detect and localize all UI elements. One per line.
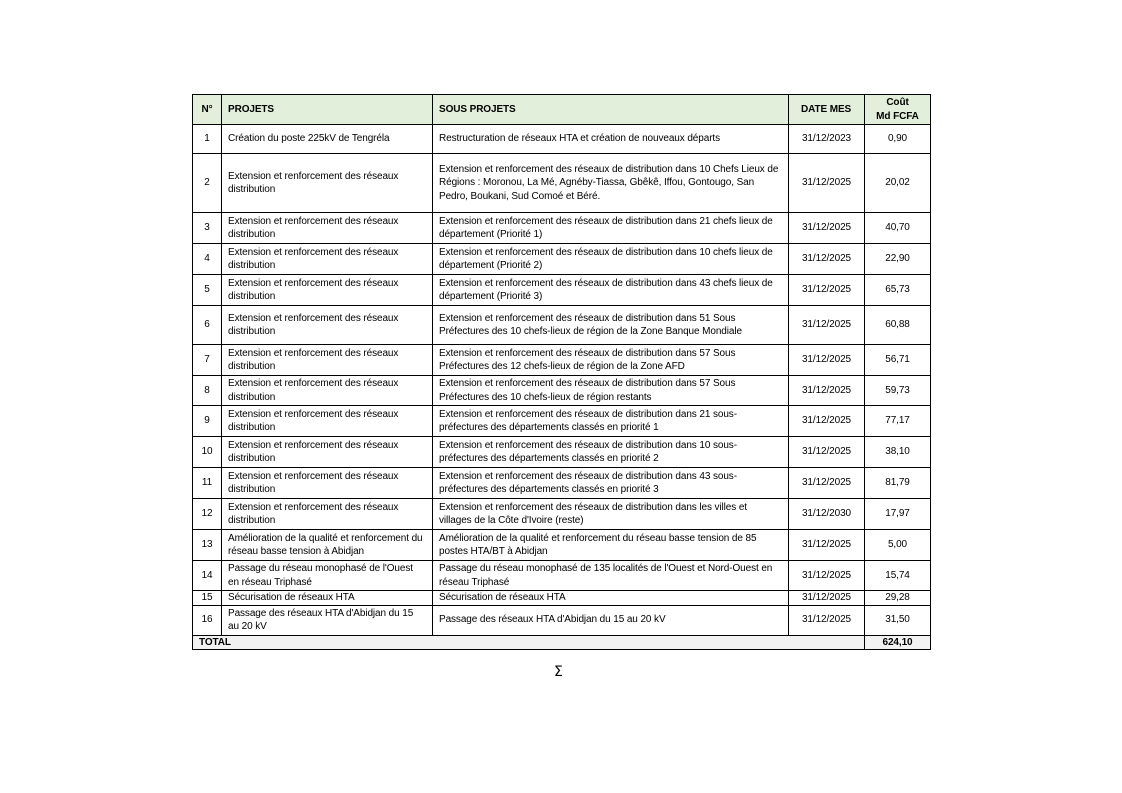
row-sous-projet: Extension et renforcement des réseaux de distribution dans 51 Sous Préfectures des 10 chefs-lieux de région de la Zone Banque Mondiale xyxy=(433,306,789,345)
sigma-symbol: Σ xyxy=(554,664,563,680)
row-number: 6 xyxy=(193,306,222,345)
row-number: 9 xyxy=(193,406,222,437)
row-cout: 5,00 xyxy=(865,530,931,561)
row-projet: Sécurisation de réseaux HTA xyxy=(222,591,433,606)
row-projet: Extension et renforcement des réseaux distribution xyxy=(222,406,433,437)
table-row xyxy=(193,244,931,275)
row-number: 5 xyxy=(193,275,222,306)
row-number: 8 xyxy=(193,376,222,406)
row-sous-projet: Passage du réseau monophasé de 135 localités de l'Ouest et Nord-Ouest en réseau Triphasé xyxy=(433,561,789,591)
table-body xyxy=(193,125,931,636)
row-date: 31/12/2025 xyxy=(789,437,865,468)
row-sous-projet: Passage des réseaux HTA d'Abidjan du 15 au 20 kV xyxy=(433,605,789,635)
row-projet: Passage des réseaux HTA d'Abidjan du 15 au 20 kV xyxy=(222,605,433,635)
row-date: 31/12/2025 xyxy=(789,591,865,606)
row-cout: 20,02 xyxy=(865,154,931,213)
table-row xyxy=(193,376,931,406)
row-sous-projet: Sécurisation de réseaux HTA xyxy=(433,591,789,606)
row-date: 31/12/2025 xyxy=(789,244,865,275)
row-date: 31/12/2025 xyxy=(789,213,865,244)
row-date: 31/12/2025 xyxy=(789,468,865,499)
row-cout: 60,88 xyxy=(865,306,931,345)
row-sous-projet: Extension et renforcement des réseaux de distribution dans 43 sous-préfectures des départements classés en priorité 3 xyxy=(433,468,789,499)
row-sous-projet: Extension et renforcement des réseaux de distribution dans 57 Sous Préfectures des 10 chefs-lieux de région restants xyxy=(433,376,789,406)
header-projets: PROJETS xyxy=(222,95,433,125)
row-cout: 65,73 xyxy=(865,275,931,306)
row-sous-projet: Amélioration de la qualité et renforcement du réseau basse tension de 85 postes HTA/BT à Abidjan xyxy=(433,530,789,561)
table-row xyxy=(193,561,931,591)
row-projet: Extension et renforcement des réseaux distribution xyxy=(222,376,433,406)
row-cout: 59,73 xyxy=(865,376,931,406)
row-projet: Amélioration de la qualité et renforcement du réseau basse tension à Abidjan xyxy=(222,530,433,561)
table-row xyxy=(193,306,931,345)
row-number: 1 xyxy=(193,125,222,154)
row-projet: Extension et renforcement des réseaux distribution xyxy=(222,244,433,275)
row-date: 31/12/2025 xyxy=(789,154,865,213)
total-label: TOTAL xyxy=(193,635,865,650)
row-date: 31/12/2025 xyxy=(789,561,865,591)
row-date: 31/12/2025 xyxy=(789,345,865,376)
row-number: 15 xyxy=(193,591,222,606)
row-projet: Extension et renforcement des réseaux distribution xyxy=(222,306,433,345)
total-value: 624,10 xyxy=(865,635,931,650)
row-cout: 17,97 xyxy=(865,499,931,530)
row-cout: 56,71 xyxy=(865,345,931,376)
row-cout: 77,17 xyxy=(865,406,931,437)
row-cout: 0,90 xyxy=(865,125,931,154)
row-projet: Extension et renforcement des réseaux distribution xyxy=(222,468,433,499)
row-date: 31/12/2025 xyxy=(789,605,865,635)
header-cout-line1: Coût xyxy=(886,97,909,108)
row-number: 10 xyxy=(193,437,222,468)
header-date-mes: DATE MES xyxy=(789,95,865,125)
table-row xyxy=(193,530,931,561)
row-sous-projet: Extension et renforcement des réseaux de distribution dans 43 chefs lieux de département (Priorité 3) xyxy=(433,275,789,306)
row-sous-projet: Extension et renforcement des réseaux de distribution dans 10 sous-préfectures des départements classés en priorité 2 xyxy=(433,437,789,468)
table-row xyxy=(193,345,931,376)
row-projet: Passage du réseau monophasé de l'Ouest en réseau Triphasé xyxy=(222,561,433,591)
row-number: 14 xyxy=(193,561,222,591)
projects-table xyxy=(192,94,931,650)
table-row xyxy=(193,605,931,635)
table-row xyxy=(193,154,931,213)
table-row xyxy=(193,406,931,437)
row-date: 31/12/2025 xyxy=(789,530,865,561)
row-cout: 29,28 xyxy=(865,591,931,606)
row-projet: Extension et renforcement des réseaux distribution xyxy=(222,275,433,306)
row-sous-projet: Extension et renforcement des réseaux de distribution dans 10 chefs lieux de département (Priorité 2) xyxy=(433,244,789,275)
table-row xyxy=(193,125,931,154)
table-row xyxy=(193,499,931,530)
row-projet: Extension et renforcement des réseaux distribution xyxy=(222,345,433,376)
row-date: 31/12/2025 xyxy=(789,376,865,406)
row-cout: 81,79 xyxy=(865,468,931,499)
row-sous-projet: Extension et renforcement des réseaux de distribution dans 10 Chefs Lieux de Régions : Moronou, La Mé, Agnéby-Tiassa, Gbêkê, Iffou, Gontougo, San Pedro, Boukani, Sud Comoé et Béré. xyxy=(433,154,789,213)
row-sous-projet: Extension et renforcement des réseaux de distribution dans 21 sous-préfectures des départements classés en priorité 1 xyxy=(433,406,789,437)
row-sous-projet: Extension et renforcement des réseaux de distribution dans 57 Sous Préfectures des 12 chefs-lieux de région de la Zone AFD xyxy=(433,345,789,376)
row-sous-projet: Extension et renforcement des réseaux de distribution dans les villes et villages de la Côte d'Ivoire (reste) xyxy=(433,499,789,530)
row-cout: 38,10 xyxy=(865,437,931,468)
table-row xyxy=(193,591,931,606)
row-date: 31/12/2025 xyxy=(789,306,865,345)
table-row xyxy=(193,437,931,468)
header-cout-line2: Md FCFA xyxy=(876,110,919,122)
table-row xyxy=(193,213,931,244)
row-projet: Extension et renforcement des réseaux distribution xyxy=(222,213,433,244)
row-number: 12 xyxy=(193,499,222,530)
row-date: 31/12/2025 xyxy=(789,406,865,437)
row-cout: 15,74 xyxy=(865,561,931,591)
row-sous-projet: Extension et renforcement des réseaux de distribution dans 21 chefs lieux de département (Priorité 1) xyxy=(433,213,789,244)
row-number: 4 xyxy=(193,244,222,275)
row-number: 2 xyxy=(193,154,222,213)
row-projet: Extension et renforcement des réseaux distribution xyxy=(222,499,433,530)
header-sous-projets: SOUS PROJETS xyxy=(433,95,789,125)
table-header-row xyxy=(193,95,931,125)
row-number: 3 xyxy=(193,213,222,244)
row-sous-projet: Restructuration de réseaux HTA et création de nouveaux départs xyxy=(433,125,789,154)
row-cout: 31,50 xyxy=(865,605,931,635)
row-date: 31/12/2025 xyxy=(789,275,865,306)
row-number: 13 xyxy=(193,530,222,561)
row-projet: Extension et renforcement des réseaux distribution xyxy=(222,437,433,468)
row-number: 16 xyxy=(193,605,222,635)
row-number: 7 xyxy=(193,345,222,376)
table-row xyxy=(193,468,931,499)
row-projet: Extension et renforcement des réseaux distribution xyxy=(222,154,433,213)
row-date: 31/12/2030 xyxy=(789,499,865,530)
row-projet: Création du poste 225kV de Tengréla xyxy=(222,125,433,154)
row-number: 11 xyxy=(193,468,222,499)
row-date: 31/12/2023 xyxy=(789,125,865,154)
table-row xyxy=(193,275,931,306)
header-num: N° xyxy=(193,95,222,125)
row-cout: 40,70 xyxy=(865,213,931,244)
header-cout xyxy=(865,95,931,125)
row-cout: 22,90 xyxy=(865,244,931,275)
total-row xyxy=(193,635,931,650)
